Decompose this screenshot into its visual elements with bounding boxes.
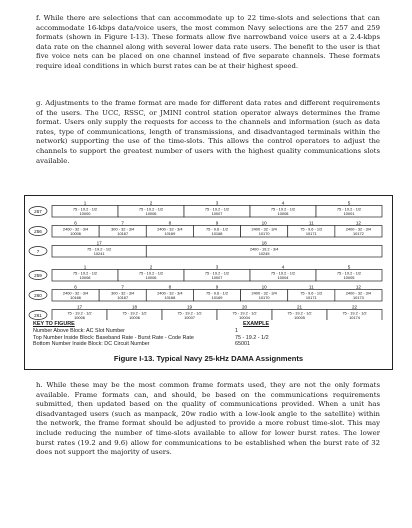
slot-circuit: 10001 [343,210,355,216]
slot-rates: 75 - 19.2 - 1/2 [138,206,164,212]
slot-number: 9 [215,284,219,290]
slot-circuit: 10006 [74,314,85,320]
slot-rates: 75 - 19.2 - 1/2 [72,206,98,212]
slot-circuit: 10005 [294,314,305,320]
slot-rates: 75 - 19.2 - 1/2 [72,270,98,276]
paragraph-g: g. Adjustments to the frame format are made for different data rates and different requirements of the users. The UCC, RSSC, or JMINI control station operator always determines the frame format. Users only supply the requests for access to the channels and information (such as data rates, type of communications, length of transmissions, and disadvantaged terminals within the network) supporting the use of the time-slots. This allows the control operators to adjust the channels to support the greatest number of users with the highest quality communications slots available. [36,99,380,165]
slot-number: 17 [76,304,83,310]
paragraph-h: h. While these may be the most common frame formats used, they are not the only formats available. Frame formats can, and should, be based on the communications requirements submitted, then updated based on the quality of communications provided. When a unit has disadvantaged users (such as manpack, 20w radio with a low-look angle to the satellite) within the network, the frame format should be adjusted to provide a more robust time-slot. This may include reducing the number of time-slots available to allow for lower burst rates. The lower burst rates (19.2 and 9.6) allow for communications to be established when the burst rate of 32 does not support the majority of users. [36,381,380,457]
slot-rates: 2400 - 32 - 3/4 [62,290,89,296]
slot-rates: 2400 - 32 - 3/4 [345,226,372,232]
slot-number: 21 [296,304,303,310]
slot-circuit: 10173 [353,294,364,300]
slot-circuit: 10168 [164,294,176,300]
slot-rates: 75 - 9.6 - 1/2 [205,290,229,296]
slot-circuit: 10006 [145,274,157,280]
slot-circuit: 10008 [79,274,91,280]
slot-circuit: 10172 [353,230,364,236]
key-row-label: Number Above Block: AC Slot Number [33,327,125,334]
key-example-title: EXAMPLE [243,321,270,327]
row-label: 259 [34,273,42,278]
row-label: 256 [34,229,42,234]
slot-diagram [25,196,392,320]
slot-rates: 75 - 19.2 - 1/2 [204,270,230,276]
slot-circuit: 10169 [164,230,176,236]
key-row-example: 1 [235,327,238,334]
slot-rates: 75 - 9.6 - 1/2 [300,226,323,232]
slot-circuit: 10007 [211,210,223,216]
slot-rates: 2400 - 32 - 3/4 [345,290,372,296]
slot-circuit: 10169 [211,294,223,300]
slot-rates: 75 - 19.2 - 1/2 [270,270,296,276]
slot-rates: 75 - 19.2 - 1/2 [232,310,257,316]
slot-number: 22 [351,304,358,310]
slot-number: 3 [215,264,219,270]
slot-rates: 75 - 19.2 - 1/2 [270,206,296,212]
slot-number: 12 [355,284,361,290]
slot-circuit: 10167 [117,294,129,300]
key-row-example: 75 - 19.2 - 1/2 [235,334,269,341]
slot-circuit: 10000 [79,210,91,216]
slot-number: 2 [149,200,153,206]
slot-rates: 75 - 9.6 - 1/2 [300,290,323,296]
slot-rates: 75 - 19.2 - 1/2 [67,310,92,316]
slot-number: 10 [261,220,267,226]
slot-rates: 300 - 32 - 3/4 [111,226,135,232]
slot-rates: 75 - 19.2 - 1/2 [177,310,202,316]
slot-number: 2 [149,264,153,270]
slot-circuit: 10166 [70,294,81,300]
slot-circuit: 10006 [70,230,81,236]
slot-rates: 75 - 19.2 - 1/2 [204,206,230,212]
slot-circuit: 10171 [305,294,317,300]
slot-number: 9 [215,220,219,226]
key-row [33,328,333,335]
slot-rates: 75 - 19.2 - 1/2 [342,310,367,316]
slot-rates: 2400 - 32 - 3/4 [251,226,277,232]
paragraph-f: f. While there are selections that can accommodate up to 22 time-slots and selections that can accommodate 16-kbps data/voice users, the most common Navy selections are the 257 and 259 formats (shown in Figure I-13). These formats allow five narrowband voice users at a 2.4-kbps data rate on the channel along with several lower data rate users. The benefit to the user is that five voice nets can be placed on one channel instead of five separate channels. These formats require ideal conditions in which burst rates can be at their highest speed. [36,14,380,70]
key-row [33,335,333,342]
slot-rates: 75 - 19.2 - 1/2 [336,206,362,212]
slot-circuit: 10004 [277,274,289,280]
slot-rates: 75 - 9.6 - 1/2 [205,226,229,232]
row-label: 7 [36,249,40,254]
slot-circuit: 10007 [184,314,195,320]
slot-number: 5 [347,200,351,206]
slot-circuit: 10170 [258,294,270,300]
slot-number: 10 [261,284,267,290]
slot-number: 19 [186,304,193,310]
slot-rates: 2400 - 32 - 3/4 [157,226,183,232]
slot-circuit: 10006 [145,210,157,216]
slot-number: 4 [281,264,285,270]
key-row-label: Bottom Number Inside Block: DC Circuit Number [33,341,150,348]
slot-number: 11 [308,284,314,290]
slot-number: 18 [261,240,267,246]
slot-number: 1 [83,264,87,270]
slot-number: 4 [281,200,285,206]
slot-number: 1 [83,200,87,206]
slot-rates: 300 - 32 - 3/4 [111,290,135,296]
slot-circuit: 10167 [117,230,129,236]
slot-circuit: 10007 [211,274,223,280]
slot-circuit: 10171 [305,230,317,236]
slot-number: 7 [121,284,124,290]
slot-circuit: 10005 [343,274,355,280]
slot-number: 7 [121,220,124,226]
key-row [33,341,333,348]
slot-circuit: 10006 [129,314,140,320]
slot-rates: 2400 - 32 - 3/4 [251,290,277,296]
slot-number: 8 [168,220,172,226]
slot-number: 6 [74,220,77,226]
slot-rates: 75 - 19.2 - 1/2 [287,310,312,316]
slot-rates: 75 - 19.2 - 1/2 [336,270,362,276]
key-title: KEY TO FIGURE [33,321,75,327]
figure-caption: Figure I-13. Typical Navy 25-kHz DAMA Assignments [113,354,304,363]
row-label: 260 [34,293,42,298]
key-rows [33,328,333,348]
slot-circuit: 10008 [277,210,289,216]
slot-number: 3 [215,200,219,206]
slot-circuit: 10245 [258,250,270,256]
slot-number: 5 [347,264,351,270]
slot-number: 20 [241,304,248,310]
slot-circuit: 10168 [211,230,223,236]
dama-assignments-figure [24,195,393,370]
slot-rates: 2400 - 32 - 3/4 [157,290,183,296]
slot-rates: 2400 - 19.2 - 3/4 [249,246,279,252]
row-label: 257 [34,209,42,214]
slot-number: 12 [355,220,361,226]
slot-number: 11 [308,220,314,226]
slot-rates: 75 - 19.2 - 1/2 [122,310,147,316]
slot-number: 18 [131,304,138,310]
slot-circuit: 10174 [349,314,360,320]
row-label: 261 [34,313,42,318]
slot-number: 17 [96,240,102,246]
key-row-example: 65001 [235,341,250,348]
key-row-label: Top Number Inside Block: Baseband Rate - Burst Rate - Code Rate [33,334,194,341]
slot-number: 6 [74,284,77,290]
slot-number: 8 [168,284,172,290]
slot-rates: 75 - 19.2 - 1/2 [138,270,164,276]
slot-circuit: 10241 [93,250,105,256]
slot-rates: 75 - 19.2 - 1/2 [87,246,112,252]
slot-circuit: 10004 [239,314,250,320]
slot-rates: 2400 - 32 - 3/4 [62,226,89,232]
figure-key [33,321,333,348]
slot-circuit: 10170 [258,230,270,236]
